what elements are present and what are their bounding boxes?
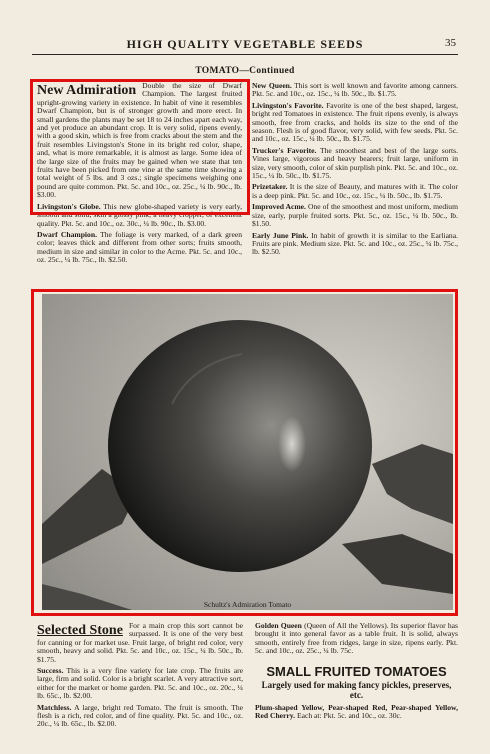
entry-name: Success. <box>37 666 64 676</box>
entry-text: This new globe-shaped variety is very early, smooth and solid, skin a glossy pink; a heavy cropper, of excellent quality. Pkt. 5c. and 10c., oz. 30c., ¼ lb. 90c., lb. $3.00. <box>37 201 242 228</box>
entry-text: The foliage is very marked, of a dark green color; leaves thick and different from other sorts; fruits smooth, medium in size and similar in color to the Acme. Pkt. 5c. and 10c., oz. 25c., ¼ lb. 75c., lb. $2.50. <box>37 229 242 265</box>
entry-prizetaker <box>252 183 458 200</box>
entry-text: A large, bright red Tomato. The fruit is smooth. The flesh is a rich, red color, and of fine quality. Pkt. 5c. and 10c., oz. 20c., ¼ lb. 65c., lb. $2.00. <box>37 702 243 729</box>
left-column-bottom <box>37 622 243 732</box>
entry-text: Favorite is one of the best shaped, largest, bright red Tomatoes in existence. The fruit ripens evenly, is always smooth, free from cracks, and holds its size to the end of the season. Flesh is of good flavor, very solid, with few seeds. Pkt. 5c. and 10c., oz. 15c., ¼ lb. 50c., lb. $1.75. <box>252 100 458 144</box>
entry-name: New Queen. <box>252 81 292 90</box>
entry-text: Each at: Pkt. 5c. and 10c., oz. 30c. <box>296 711 402 721</box>
entry-name: Selected Stone <box>37 623 123 638</box>
entry-small-fruited <box>255 704 458 721</box>
entry-text: One of the smoothest and most uniform, medium size, early, purple fruited sorts. Pkt. 5c., oz. 15c., ¼ lb. 50c., lb. $1.50. <box>252 202 458 229</box>
entry-name: Golden Queen <box>255 621 302 630</box>
entry-text: The smoothest and best of the large sorts. Vines large, vigorous and heavy bearers; fruit large, uniform in size, very smooth, color of skin purplish pink. Pkt. 5c. and 10c., oz. 15c., ¼ lb. 50c., lb. $1.75. <box>252 145 459 181</box>
entry-text: This is a very fine variety for late crop. The fruits are large, firm and solid. Color is a bright scarlet. A very attractive sort, either for the market or home garden. Pkt. 5c. and 10c., oz. 20c., ¼ lb. 65c., lb. $2.00. <box>37 666 244 701</box>
entry-name: Improved Acme. <box>252 202 306 212</box>
page-number: 35 <box>445 37 456 49</box>
entry-new-queen <box>252 82 458 99</box>
page-header <box>32 34 458 55</box>
entry-name: Livingston's Favorite. <box>252 100 324 110</box>
entry-early-june-pink <box>252 232 458 257</box>
entry-dwarf-champion <box>37 231 242 265</box>
entry-name: Matchless. <box>37 702 72 712</box>
entry-name: Prizetaker. <box>252 182 288 192</box>
highlight-box-admiration <box>30 79 250 215</box>
entry-golden-queen <box>255 622 458 656</box>
entry-text: It is the size of Beauty, and matures with it. The color is a deep pink. Pkt. 5c. and 10c., oz. 15c., ¼ lb. 50c., lb. $1.75. <box>252 182 458 200</box>
entry-text: This sort is well known and favorite among canners. Pkt. 5c. and 10c., oz. 15c., ¼ lb. 50c., lb. $1.75. <box>252 81 458 99</box>
entry-truckers-favorite <box>252 147 458 181</box>
right-column-top <box>252 82 458 260</box>
section-heading: TOMATO—Continued <box>195 66 295 76</box>
entry-name: Livingston's Globe. <box>37 201 101 211</box>
entry-name: New Admiration <box>37 83 137 98</box>
entry-text: (Queen of All the Yellows). Its superior flavor has brought it into general favor as a table fruit. It is solid, always smooth, entirely free from ridges, large in size, ripens early. Pkt. 5c. and 10c., oz. 25c., ¼ lb. 75c. <box>255 621 458 656</box>
entry-success <box>37 667 243 701</box>
entry-matchless <box>37 704 243 729</box>
entry-name: Plum-shaped Yellow, Pear-shaped Red, Pear-shaped Yellow, Red Cherry. <box>255 703 458 721</box>
entry-text: For a main crop this sort cannot be surpassed. It is one of the very best for canning or for market use. Fruit large, of bright red color, very smooth, heavy and solid. Pkt. 5c. and 10c., oz. 15c., ¼ lb. 50c., lb. $1.75. <box>37 621 243 664</box>
highlight-box-photo <box>31 289 458 616</box>
photo-caption: Schultz's Admiration Tomato <box>203 600 292 609</box>
entry-improved-acme <box>252 203 458 228</box>
small-fruited-subheading: Largely used for making fancy pickles, preserves, etc. <box>261 680 452 701</box>
entry-name: Dwarf Champion. <box>37 229 97 239</box>
entry-text: In habit of growth it is similar to the Earliana. Fruits are pink. Medium size. Pkt. 5c. and 10c., oz. 25c., ¼ lb. 75c., lb. $2.50. <box>252 230 458 257</box>
entry-selected-stone <box>37 622 243 664</box>
catalog-title: HIGH QUALITY VEGETABLE SEEDS <box>126 37 364 51</box>
entry-name: Trucker's Favorite. <box>252 145 317 155</box>
right-column-bottom <box>255 622 458 724</box>
entry-livingstons-favorite <box>252 102 458 144</box>
entry-name: Early June Pink. <box>252 230 309 240</box>
small-fruited-heading: SMALL FRUITED TOMATOES <box>266 663 447 679</box>
entry-text: Double the size of Dwarf Champion. The largest fruited upright-growing variety in existence. In habit of vine it resembles Dwarf Champion, but is of stronger growth and more erect. In small gardens the plants may be set 18 to 24 inches apart each way, and yet produce an abundant crop. It is very solid, ripens evenly, with a good skin, which is free from cracks about the stem and the fruit resembles Livingston's Stone in its bright red color, shape, and, what is more remarkable, it is almost as large. Some idea of the large size of the fruits may be gained when we state that ten fruits have been picked from one vine at the same time showing a total weight of 5 lbs. and 3 ozs.; single specimens weighing one pound are quite common. Pkt. 5c. and 10c., oz. 25c., ¼ lb. 90c., lb. $3.00. <box>37 81 242 200</box>
